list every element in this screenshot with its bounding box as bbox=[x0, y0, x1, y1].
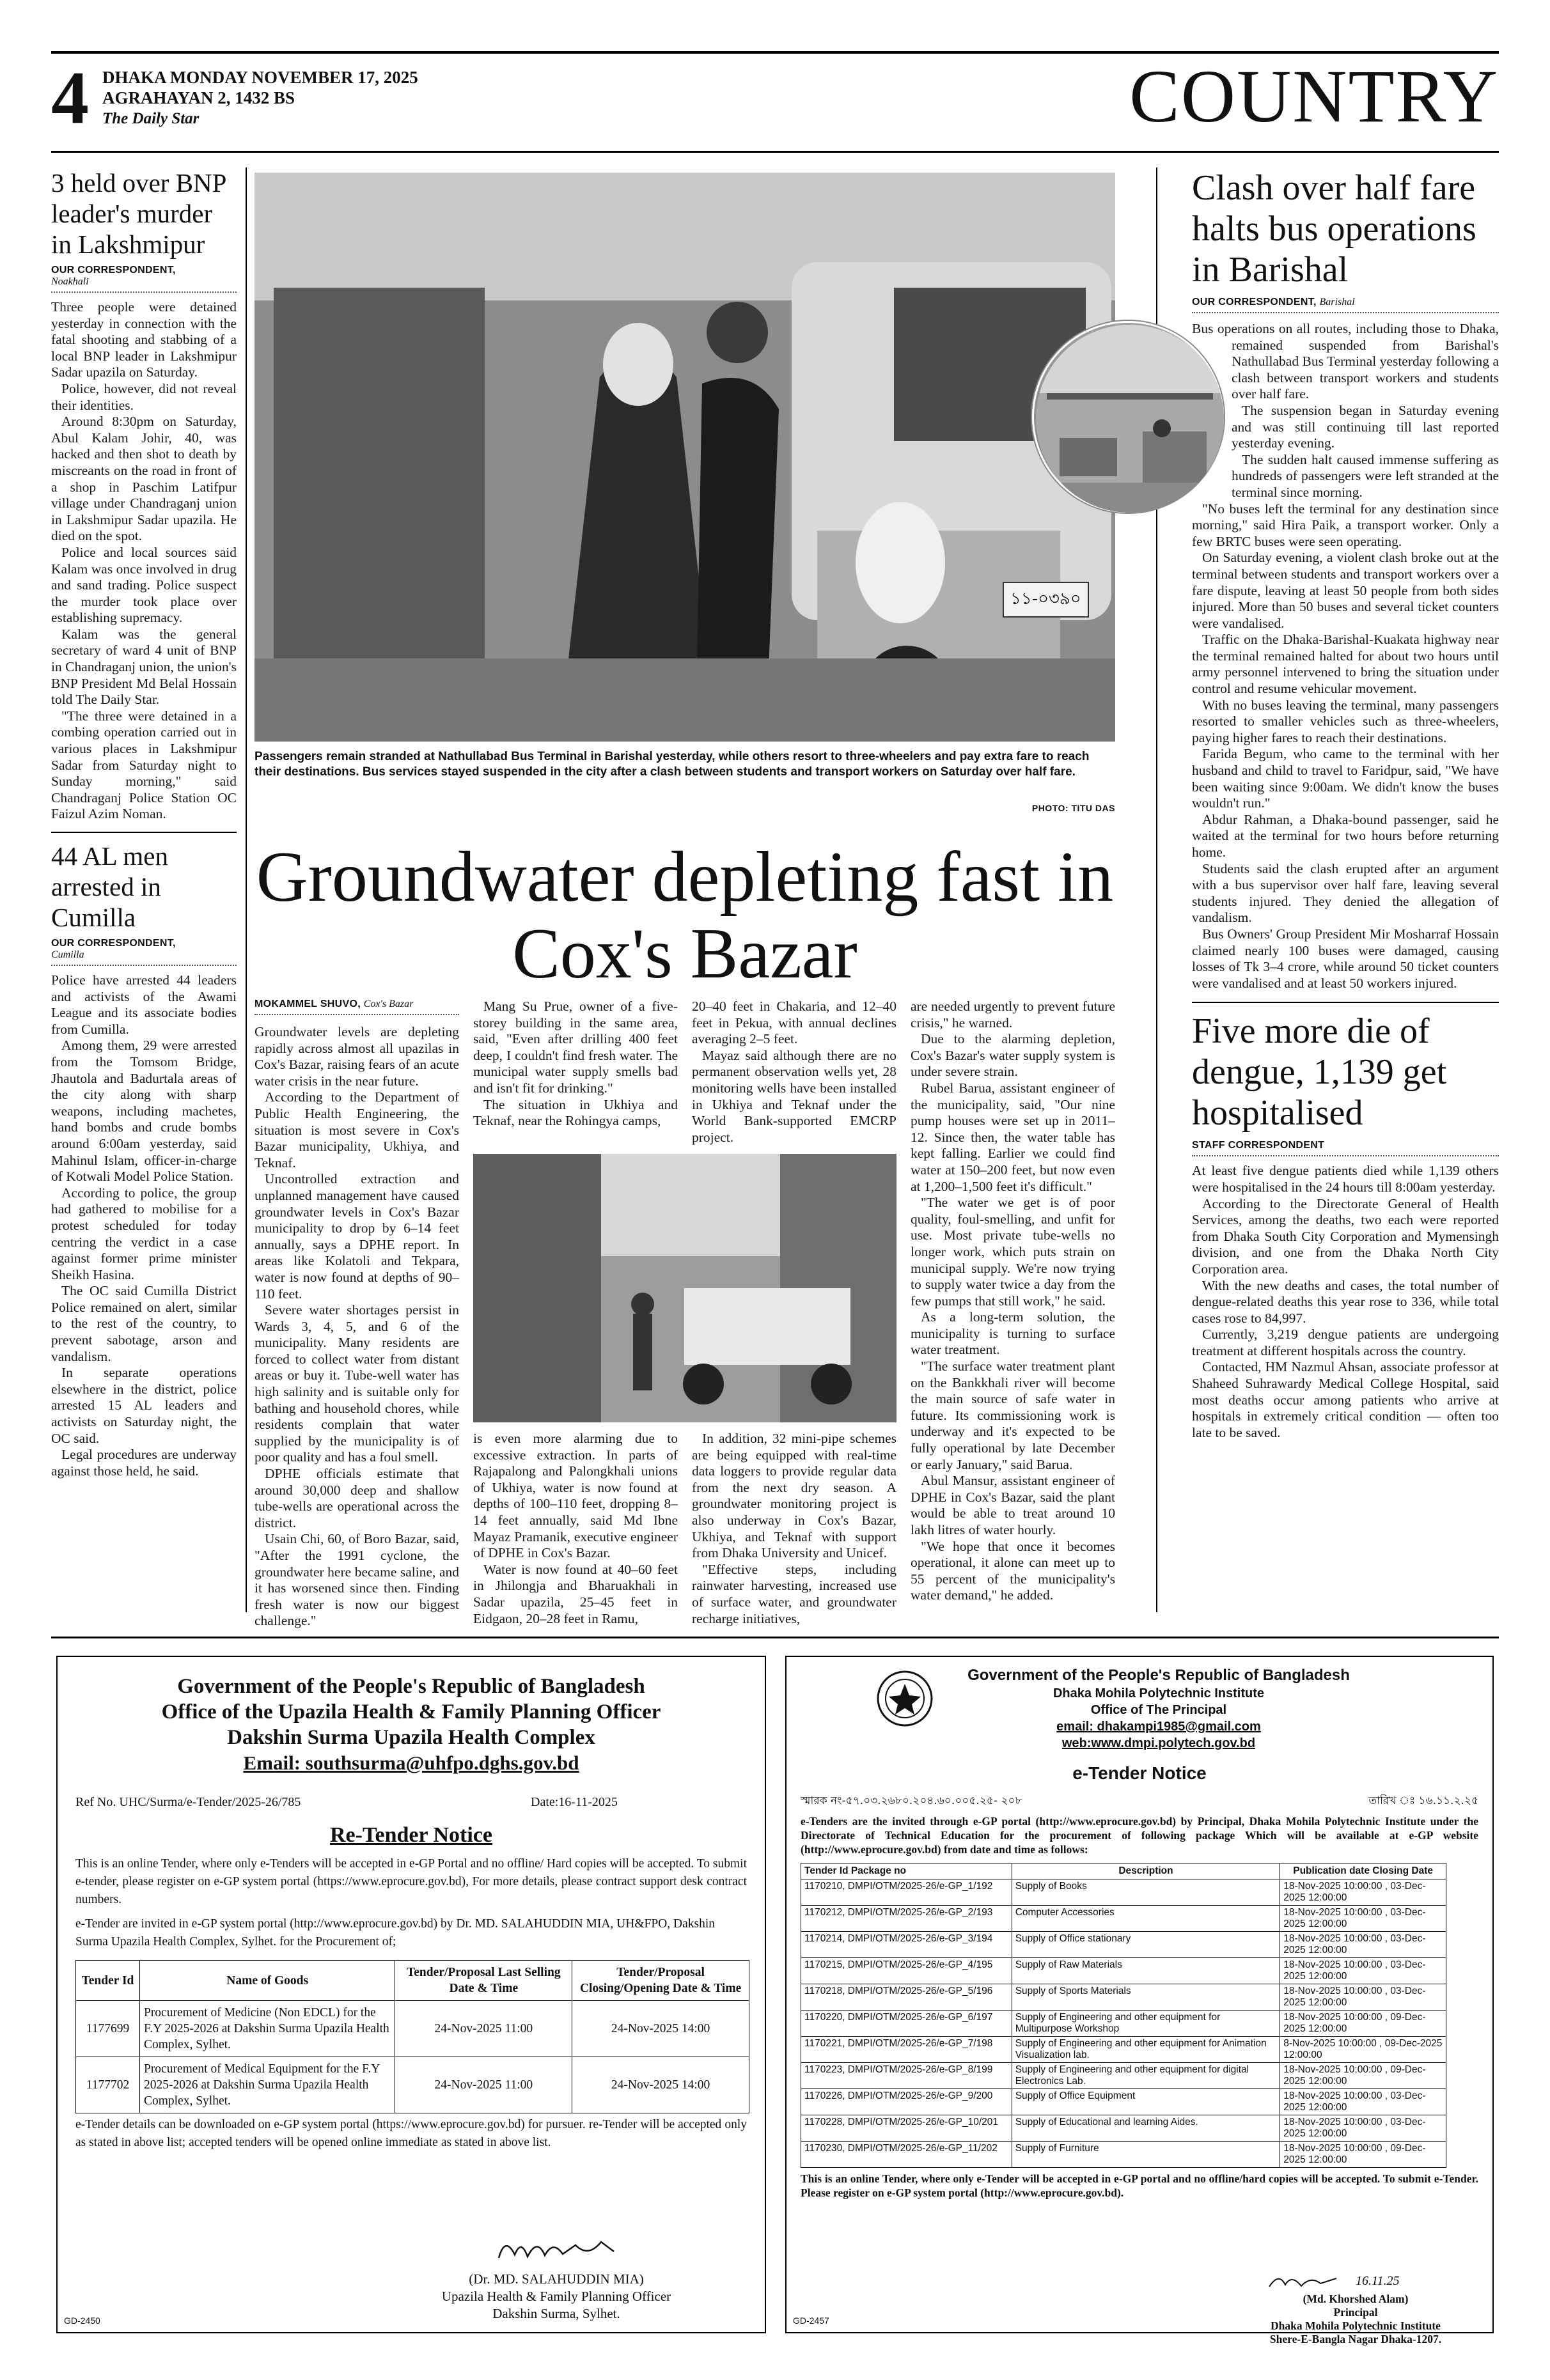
main-headline: Groundwater depleting fast in Cox's Bazar bbox=[256, 837, 1114, 993]
main-col-3-bottom bbox=[692, 1431, 896, 1627]
signatory-title: Principal bbox=[1333, 2306, 1378, 2319]
tender-table bbox=[801, 1863, 1446, 2168]
paragraph: Abul Mansur, assistant engineer of DPHE in Cox's Bazar, said the plant would be able to treat around 10 lakh litres of water hourly. bbox=[911, 1473, 1115, 1537]
paragraph: Farida Begum, who came to the terminal with her husband and child to travel to Faridpur, said, "We have been waiting since 9:00am. We didn't know the buses wouldn't run." bbox=[1192, 746, 1499, 811]
paragraph: Groundwater levels are depleting rapidly across almost all upazilas in Cox's Bazar, raising fears of an acute water crisis in the near future. bbox=[254, 1024, 459, 1089]
cell: 18-Nov-2025 10:00:00 , 03-Dec-2025 12:00:00 bbox=[1280, 1879, 1446, 1906]
col-header: Tender Id bbox=[76, 1961, 140, 2001]
story-body bbox=[1192, 321, 1499, 992]
signatory-name: (Md. Khorshed Alam) bbox=[1303, 2292, 1409, 2305]
paragraph: Water is now found at 40–60 feet in Jhilongja and Bharuakhali in Sadar upazila, 25–45 feet in Eidgaon, 20–28 feet in Ramu, bbox=[473, 1561, 678, 1626]
story-headline: Clash over half fare halts bus operations in Barishal bbox=[1192, 168, 1476, 290]
table-row bbox=[801, 1932, 1446, 1958]
signature-block bbox=[1228, 2271, 1483, 2346]
paragraph: The situation in Ukhiya and Teknaf, near the Rohingya camps, bbox=[473, 1096, 678, 1129]
cell: 24-Nov-2025 11:00 bbox=[395, 2001, 572, 2057]
paragraph: "Effective steps, including rainwater harvesting, increased use of surface water, and groundwater recharge initiatives, bbox=[692, 1561, 896, 1626]
col-header: Name of Goods bbox=[139, 1961, 395, 2001]
photo-caption: Passengers remain stranded at Nathullabad Bus Terminal in Barishal yesterday, while others resort to three-wheelers and pay extra fare to reach their destinations. Bus services stayed suspended in the city after a clash between students and transport workers on Saturday over half fare. bbox=[254, 750, 1090, 779]
cell: 1170218, DMPI/OTM/2025-26/e-GP_5/196 bbox=[801, 1984, 1012, 2011]
vehicle-plate: ১১-০৩৯০ bbox=[1003, 582, 1089, 618]
paragraph: With the new deaths and cases, the total number of dengue-related deaths this year rose to 336, while total cases rose to 84,997. bbox=[1192, 1277, 1499, 1326]
col-header: Tender/Proposal Last Selling Date & Time bbox=[395, 1961, 572, 2001]
paragraph: At least five dengue patients died while 1,139 others were hospitalised in the 24 hours till 8:00am yesterday. bbox=[1192, 1163, 1499, 1195]
ad-title: Office of The Principal bbox=[1090, 1703, 1227, 1717]
paragraph: In addition, 32 mini-pipe schemes are being equipped with real-time data loggers to provide regular data from the next dry season. A groundwater monitoring project is also underway in Cox's Bazar, Ukhiya, and Teknaf with support from Dhaka University and Unicef. bbox=[692, 1431, 896, 1561]
byline-place: Cox's Bazar bbox=[363, 999, 414, 1009]
cell: 18-Nov-2025 10:00:00 , 03-Dec-2025 12:00:00 bbox=[1280, 1984, 1446, 2011]
inline-photo-illustration bbox=[473, 1154, 896, 1422]
paragraph: Usain Chi, 60, of Boro Bazar, said, "After the 1991 cyclone, the groundwater here became saline, and it has worsened since then. Finding fresh water is now our biggest challenge." bbox=[254, 1531, 459, 1629]
story-headline: Five more die of dengue, 1,139 get hospitalised bbox=[1192, 1011, 1447, 1133]
cell: 1177699 bbox=[76, 2001, 140, 2057]
paragraph: Three people were detained yesterday in connection with the fatal shooting and stabbing of a local BNP leader in Lakshmipur Sadar upazila on Saturday. bbox=[51, 299, 237, 380]
paragraph: 20–40 feet in Chakaria, and 12–40 feet in Pekua, with annual declines averaging 2–5 feet. bbox=[692, 999, 896, 1047]
col-header: Description bbox=[1012, 1863, 1280, 1879]
main-col-2-top bbox=[473, 999, 678, 1130]
ref-no: Ref No. UHC/Surma/e-Tender/2025-26/785 bbox=[75, 1795, 301, 1809]
ad-intro: e-Tenders are the invited through e-GP portal (http://www.eprocure.gov.bd) by Principal, Dhaka Mohila Polytechnic Institute under the Directorate of Technical Education for the procurement of following package Which will be available at e-GP website (http://www.eprocure.gov.bd) from date and time as follows: bbox=[801, 1815, 1478, 1856]
paragraph: According to police, the group had gathered to mobilise for a protest scheduled for today centring the verdict in a case against former prime minister Sheikh Hasina. bbox=[51, 1185, 237, 1282]
paragraph: Uncontrolled extraction and unplanned management have caused groundwater levels in Cox's Bazar municipality to drop by 6–14 feet annually, says a DPHE report. In areas like Kolatoli and Tekpara, water is now found at depths of 90–110 feet. bbox=[254, 1171, 459, 1302]
cell: 1170215, DMPI/OTM/2025-26/e-GP_4/195 bbox=[801, 1958, 1012, 1984]
ad-intro: This is an online Tender, where only e-Tenders will be accepted in e-GP Portal and no offline/ Hard copies will be accepted. To submit e-tender, please register on e-GP system portal (https://www.eprocure.gov.bd), For more details, please contract support desk contract numbers. bbox=[75, 1857, 747, 1906]
paragraph: Contacted, HM Nazmul Ahsan, associate professor at Shaheed Suhrawardy Medical College Hospital, said most deaths occur among patients who arrive at hospitals in extremely critical condition — often too late to be saved. bbox=[1192, 1359, 1499, 1440]
paragraph: "We hope that once it becomes operational, it alone can meet up to 55 percent of the municipality's water demand," he added. bbox=[911, 1538, 1115, 1603]
story-byline bbox=[1192, 297, 1499, 313]
ad-code: GD-2457 bbox=[793, 2315, 829, 2326]
paragraph: "The three were detained in a combing operation carried out in various places in Lakshmipur Sadar from Saturday night to Sunday morning," said Chandraganj Police Station OC Faizul Azim Noman. bbox=[51, 708, 237, 822]
paragraph: As a long-term solution, the municipality is turning to surface water treatment. bbox=[911, 1309, 1115, 1358]
story-byline bbox=[51, 938, 237, 966]
cell: 18-Nov-2025 10:00:00 , 03-Dec-2025 12:00:00 bbox=[1280, 1932, 1446, 1958]
paragraph: Currently, 3,219 dengue patients are undergoing treatment at different hospitals across the country. bbox=[1192, 1326, 1499, 1358]
cell: 18-Nov-2025 10:00:00 , 03-Dec-2025 12:00:00 bbox=[1280, 1906, 1446, 1932]
byline-place: Noakhali bbox=[51, 276, 89, 287]
cell: 1170212, DMPI/OTM/2025-26/e-GP_2/193 bbox=[801, 1906, 1012, 1932]
ad-footer: This is an online Tender, where only e-Tender will be accepted in e-GP portal and no offline/hard copies will be accepted. To submit e-Tender. Please register on e-GP system portal (http://www.eprocure.gov.bd). bbox=[801, 2172, 1478, 2199]
col-header: Publication date Closing Date bbox=[1280, 1863, 1446, 1879]
paragraph: Due to the alarming depletion, Cox's Bazar's water supply system is under severe strain. bbox=[911, 1031, 1115, 1080]
cell: 18-Nov-2025 10:00:00 , 09-Dec-2025 12:00:00 bbox=[1280, 2063, 1446, 2089]
photo-credit: PHOTO: TITU DAS bbox=[1031, 803, 1115, 813]
institute-seal-icon bbox=[876, 1670, 934, 1727]
divider bbox=[1192, 1002, 1499, 1003]
paragraph: Kalam was the general secretary of ward 4 unit of BNP in Chandraganj union, the union's BNP President Md Belal Hossain told The Daily Star. bbox=[51, 626, 237, 708]
signature-block bbox=[416, 2232, 697, 2322]
paragraph: In separate operations elsewhere in the district, police arrested 15 AL leaders and activists on Saturday night, the OC said. bbox=[51, 1365, 237, 1446]
cell: 1170226, DMPI/OTM/2025-26/e-GP_9/200 bbox=[801, 2089, 1012, 2115]
story-headline: 44 AL men arrested in Cumilla bbox=[51, 841, 168, 932]
cell: 18-Nov-2025 10:00:00 , 03-Dec-2025 12:00:00 bbox=[1280, 1958, 1446, 1984]
main-col-1 bbox=[254, 1024, 459, 1629]
cell: Procurement of Medicine (Non EDCL) for the F.Y 2025-2026 at Dakshin Surma Upazila Health Complex, Sylhet. bbox=[139, 2001, 395, 2057]
ad-invite: e-Tender are invited in e-GP system portal (http://www.eprocure.gov.bd) by Dr. MD. SALAHUDDIN MIA, UH&FPO, Dakshin Surma Upazila Health Complex, Sylhet. for the Procurement of; bbox=[75, 1917, 716, 1948]
paragraph: Bus Owners' Group President Mir Mosharraf Hossain claimed nearly 100 buses were damaged, causing losses of Tk 3–4 crore, while around 50 ticket counters were vandalised and at least 50 workers injured. bbox=[1192, 926, 1499, 991]
tender-table bbox=[75, 1960, 749, 2113]
paragraph: are needed urgently to prevent future crisis," he warned. bbox=[911, 999, 1115, 1031]
paragraph: "No buses left the terminal for any destination since morning," said Hira Paik, a transport worker. Only a few BRTC buses were seen operating. bbox=[1192, 501, 1499, 549]
signature-mark bbox=[492, 2232, 620, 2271]
byline-row bbox=[254, 999, 459, 1015]
cell: 8-Nov-2025 10:00:00 , 09-Dec-2025 12:00:00 bbox=[1280, 2037, 1446, 2063]
ad-title: Dhaka Mohila Polytechnic Institute bbox=[1053, 1686, 1265, 1700]
paragraph: On Saturday evening, a violent clash broke out at the terminal between students and transport workers over a fare dispute, leaving at least 50 people from both sides injured. More than 50 buses and several ticket counters were vandalised. bbox=[1192, 550, 1499, 631]
memo-date: তারিখ ঃ ১৬.১১.২.২৫ bbox=[1368, 1794, 1478, 1807]
signatory-name: (Dr. MD. SALAHUDDIN MIA) bbox=[469, 2271, 644, 2287]
masthead-rule bbox=[51, 151, 1499, 153]
cell: Supply of Sports Materials bbox=[1012, 1984, 1280, 2011]
paragraph: is even more alarming due to excessive extraction. In parts of Rajapalong and Palongkhali unions of Ukhiya, water is now found at depths of 100–110 feet, dropping 8–14 feet annually, said Md Ibne Mayaz Pramanik, executive engineer of DPHE in Cox's Bazar. bbox=[473, 1431, 678, 1561]
ad-email: email: dhakampi1985@gmail.com bbox=[1056, 1720, 1261, 1734]
cell: 18-Nov-2025 10:00:00 , 03-Dec-2025 12:00:00 bbox=[1280, 2089, 1446, 2115]
paragraph: "The surface water treatment plant on the Bankkhali river will become the main source of safe water in future. Its commissioning work is underway and it's expected to be fully operational by late December or early January," said Barua. bbox=[911, 1358, 1115, 1472]
cell: 18-Nov-2025 10:00:00 , 03-Dec-2025 12:00:00 bbox=[1280, 2115, 1446, 2142]
main-col-3-top bbox=[692, 999, 896, 1146]
byline-place: Cumilla bbox=[51, 949, 84, 960]
cell: Procurement of Medical Equipment for the F.Y 2025-2026 at Dakshin Surma Upazila Health Complex, Sylhet. bbox=[139, 2057, 395, 2113]
page-number: 4 bbox=[51, 56, 89, 139]
ad-web: web:www.dmpi.polytech.gov.bd bbox=[1061, 1736, 1256, 1750]
byline-name: OUR CORRESPONDENT, bbox=[51, 938, 176, 949]
photo-illustration bbox=[254, 173, 1115, 742]
memo-row bbox=[801, 1793, 1478, 1814]
cell: Supply of Engineering and other equipment for Animation Visualization lab. bbox=[1012, 2037, 1280, 2063]
byline-name: MOKAMMEL SHUVO, bbox=[254, 999, 361, 1009]
paragraph: Legal procedures are underway against those held, he said. bbox=[51, 1447, 237, 1479]
cell: Supply of Office Equipment bbox=[1012, 2089, 1280, 2115]
table-row bbox=[801, 2089, 1446, 2115]
ad-title: Government of the People's Republic of Bangladesh bbox=[177, 1675, 645, 1698]
signature-area bbox=[1228, 2271, 1483, 2292]
cell: 1170221, DMPI/OTM/2025-26/e-GP_7/198 bbox=[801, 2037, 1012, 2063]
ad-code: GD-2450 bbox=[64, 2315, 100, 2326]
table-row bbox=[801, 2063, 1446, 2089]
cell: 1170230, DMPI/OTM/2025-26/e-GP_11/202 bbox=[801, 2142, 1012, 2168]
paragraph: Police and local sources said Kalam was once involved in drug and sand trading. Police suspect the murder took place over establishing supremacy. bbox=[51, 544, 237, 626]
ad-title: Government of the People's Republic of Bangladesh bbox=[967, 1667, 1350, 1684]
ref-row bbox=[75, 1795, 747, 1823]
bangla-date: AGRAHAYAN 2, 1432 BS bbox=[102, 88, 295, 107]
table-row bbox=[801, 2037, 1446, 2063]
paragraph: Among them, 29 were arrested from the Tomsom Bridge, Jhautola and Badurtala areas of the city along with sharp weapons, including machetes, hand bombs and crude bombs around 6:00am yesterday, said Mahinul Islam, officer-in-charge of Kotwali Model Police Station. bbox=[51, 1038, 237, 1185]
paper-logo: The Daily Star bbox=[102, 110, 200, 127]
ad-footer: e-Tender details can be downloaded on e-GP system portal (https://www.eprocure.gov.bd) for pursuer. re-Tender will be accepted only as stated in above list; accepted tenders will be opened online immediate as stated in above list. bbox=[75, 2118, 747, 2149]
story-body bbox=[51, 972, 237, 1479]
cell: 24-Nov-2025 14:00 bbox=[572, 2001, 749, 2057]
left-column bbox=[51, 167, 237, 1612]
story-body bbox=[51, 299, 237, 823]
right-column bbox=[1192, 167, 1499, 1612]
col-header: Tender/Proposal Closing/Opening Date & Time bbox=[572, 1961, 749, 2001]
paragraph: Bus operations on all routes, including those to Dhaka, remained suspended from Barishal's Nathullabad Bus Terminal yesterday following a clash between transport workers and students over half fare. bbox=[1192, 321, 1499, 402]
main-col-4 bbox=[911, 999, 1115, 1604]
top-rule bbox=[51, 51, 1499, 54]
cell: Supply of Raw Materials bbox=[1012, 1958, 1280, 1984]
notice-title: Re-Tender Notice bbox=[329, 1823, 492, 1847]
date-line: DHAKA MONDAY NOVEMBER 17, 2025 bbox=[102, 68, 418, 87]
ad-title: Dakshin Surma Upazila Health Complex bbox=[227, 1726, 595, 1749]
table-row bbox=[801, 1879, 1446, 1906]
divider bbox=[51, 832, 237, 833]
cell: 18-Nov-2025 10:00:00 , 09-Dec-2025 12:00:00 bbox=[1280, 2142, 1446, 2168]
byline-place: Barishal bbox=[1319, 297, 1355, 307]
paragraph: The OC said Cumilla District Police remained on alert, similar to the rest of the country, to prevent sabotage, arson and vandalism. bbox=[51, 1283, 237, 1364]
story-headline: 3 held over BNP leader's murder in Lakshmipur bbox=[51, 168, 226, 259]
col-header: Tender Id Package no bbox=[801, 1863, 1012, 1879]
table-row bbox=[801, 1984, 1446, 2011]
paragraph: According to the Directorate General of Health Services, among the deaths, two each were reported from Dhaka South City Corporation and Mymensingh division, and one from the Dhaka North City Corporation area. bbox=[1192, 1195, 1499, 1277]
ad-section-rule bbox=[51, 1637, 1499, 1638]
paragraph: Abdur Rahman, a Dhaka-bound passenger, said he waited at the terminal for two hours before returning home. bbox=[1192, 811, 1499, 860]
ad-email: Email: southsurma@uhfpo.dghs.gov.bd bbox=[243, 1752, 579, 1774]
byline-name: OUR CORRESPONDENT, bbox=[51, 265, 176, 276]
cell: Supply of Engineering and other equipment for digital Electronics Lab. bbox=[1012, 2063, 1280, 2089]
cell: Supply of Office stationary bbox=[1012, 1932, 1280, 1958]
cell: 1170228, DMPI/OTM/2025-26/e-GP_10/201 bbox=[801, 2115, 1012, 2142]
paragraph: Police, however, did not reveal their identities. bbox=[51, 380, 237, 413]
tender-ad-left bbox=[56, 1656, 766, 2333]
signatory-org: Dhaka Mohila Polytechnic Institute bbox=[1271, 2319, 1441, 2332]
cell: 24-Nov-2025 14:00 bbox=[572, 2057, 749, 2113]
column-rule bbox=[246, 167, 247, 1612]
inline-photo bbox=[473, 1154, 896, 1422]
wrap-text bbox=[1192, 321, 1499, 992]
cell: Supply of Furniture bbox=[1012, 2142, 1280, 2168]
paragraph: Severe water shortages persist in Wards 3, 4, 5, and 6 of the municipality. Many residents are forced to collect water from distant areas or buy it. Tube-well water has high salinity and is suitable only for bathing and household chores, while residents complain that water supplied by the municipality is of poor quality and has a foul smell. bbox=[254, 1302, 459, 1465]
tender-ad-right bbox=[785, 1656, 1494, 2345]
paragraph: "The water we get is of poor quality, foul-smelling, and unfit for use. Most private tube-wells no longer work, which puts strain on municipal supply. We're now trying to supply water twice a day from the few pumps that still work," he said. bbox=[911, 1195, 1115, 1309]
story-byline: STAFF CORRESPONDENT bbox=[1192, 1140, 1499, 1156]
ref-date: Date:16-11-2025 bbox=[531, 1795, 618, 1809]
story-body bbox=[1192, 1163, 1499, 1441]
table-row bbox=[801, 2142, 1446, 2168]
cell: 1170223, DMPI/OTM/2025-26/e-GP_8/199 bbox=[801, 2063, 1012, 2089]
paragraph: Mang Su Prue, owner of a five-storey building in the same area, said, "Even after drilling 400 feet deep, I couldn't find fresh water. The municipal water supply smells bad and isn't fit for drinking." bbox=[473, 999, 678, 1096]
main-col-2-bottom bbox=[473, 1431, 678, 1627]
signatory-title: Upazila Health & Family Planning Officer bbox=[441, 2289, 671, 2304]
ad-title: Office of the Upazila Health & Family Planning Officer bbox=[161, 1700, 661, 1723]
terminal-illustration bbox=[1034, 323, 1226, 515]
table-row bbox=[801, 1906, 1446, 1932]
paragraph: Rubel Barua, assistant engineer of the municipality, said, "Our nine pump houses were set up in 2011–12. Since then, the water table has kept falling. Earlier we could find water at 150–200 feet, but now even at 1,200–1,500 feet it's difficult." bbox=[911, 1080, 1115, 1194]
byline-name: OUR CORRESPONDENT, bbox=[1192, 297, 1317, 307]
cell: 1170214, DMPI/OTM/2025-26/e-GP_3/194 bbox=[801, 1932, 1012, 1958]
story-byline bbox=[51, 265, 237, 293]
table-row bbox=[76, 2001, 749, 2057]
paragraph: The sudden halt caused immense suffering as hundreds of passengers were left stranded at the terminal since morning. bbox=[1232, 451, 1499, 500]
cell: 24-Nov-2025 11:00 bbox=[395, 2057, 572, 2113]
paragraph: Around 8:30pm on Saturday, Abul Kalam Johir, 40, was hacked and then shot to death by miscreants on the road in front of a shop in Paschim Latifpur village under Chandraganj union in Lakshmipur Sadar upazila. He died on the spot. bbox=[51, 414, 237, 544]
signature-mark bbox=[1266, 2271, 1343, 2292]
main-photo bbox=[254, 173, 1115, 742]
cell: Supply of Engineering and other equipment for Multipurpose Workshop bbox=[1012, 2011, 1280, 2037]
table-row bbox=[76, 2057, 749, 2113]
paragraph: Police have arrested 44 leaders and activists of the Awami League and its associate bodies from Cumilla. bbox=[51, 972, 237, 1037]
main-byline bbox=[254, 999, 459, 1015]
cell: Computer Accessories bbox=[1012, 1906, 1280, 1932]
signatory-address: Shere-E-Bangla Nagar Dhaka-1207. bbox=[1269, 2333, 1442, 2345]
paragraph: The suspension began in Saturday evening and was still continuing till last reported yesterday evening. bbox=[1232, 402, 1499, 451]
table-header bbox=[76, 1961, 749, 2001]
notice-title: e-Tender Notice bbox=[1072, 1763, 1207, 1783]
cell: 1177702 bbox=[76, 2057, 140, 2113]
paragraph: Traffic on the Dhaka-Barishal-Kuakata highway near the terminal remained halted for about two hours until army personnel intervened to bring the situation under control and resume vehicular movement. bbox=[1192, 632, 1499, 697]
signatory-place: Dakshin Surma, Sylhet. bbox=[492, 2306, 620, 2321]
paragraph: Mayaz said although there are no permanent observation wells yet, 28 monitoring wells have been installed in Ukhiya and Teknaf under the World Bank-supported EMCRP project. bbox=[692, 1047, 896, 1145]
masthead bbox=[51, 51, 1499, 153]
section-title: COUNTRY bbox=[1129, 54, 1499, 138]
cell: Supply of Books bbox=[1012, 1879, 1280, 1906]
cell: Supply of Educational and learning Aides. bbox=[1012, 2115, 1280, 2142]
table-row bbox=[801, 2011, 1446, 2037]
table-row bbox=[801, 1958, 1446, 1984]
cell: 1170210, DMPI/OTM/2025-26/e-GP_1/192 bbox=[801, 1879, 1012, 1906]
table-row bbox=[801, 2115, 1446, 2142]
paragraph: Students said the clash erupted after an argument with a bus supervisor over half fare, leaving several students injured. They denied the allegation of vandalism. bbox=[1192, 860, 1499, 926]
paragraph: According to the Department of Public Health Engineering, the situation is most severe in Cox's Bazar municipality, Ukhiya, and Teknaf. bbox=[254, 1089, 459, 1171]
signature-date: 16.11.25 bbox=[1356, 2274, 1400, 2288]
paragraph: DPHE officials estimate that around 30,000 deep and shallow tube-wells are operational across the district. bbox=[254, 1466, 459, 1530]
cell: 18-Nov-2025 10:00:00 , 09-Dec-2025 12:00:00 bbox=[1280, 2011, 1446, 2037]
circle-photo bbox=[1032, 321, 1224, 513]
cell: 1170220, DMPI/OTM/2025-26/e-GP_6/197 bbox=[801, 2011, 1012, 2037]
table-header bbox=[801, 1863, 1446, 1879]
memo-no: স্মারক নং-৫৭.০৩.২৬৮০.২০৪.৬০.০০৫.২৫- ২০৮ bbox=[801, 1794, 1022, 1807]
paragraph: With no buses leaving the terminal, many passengers resorted to smaller vehicles such as three-wheelers, paying higher fares to reach their destinations. bbox=[1192, 697, 1499, 745]
